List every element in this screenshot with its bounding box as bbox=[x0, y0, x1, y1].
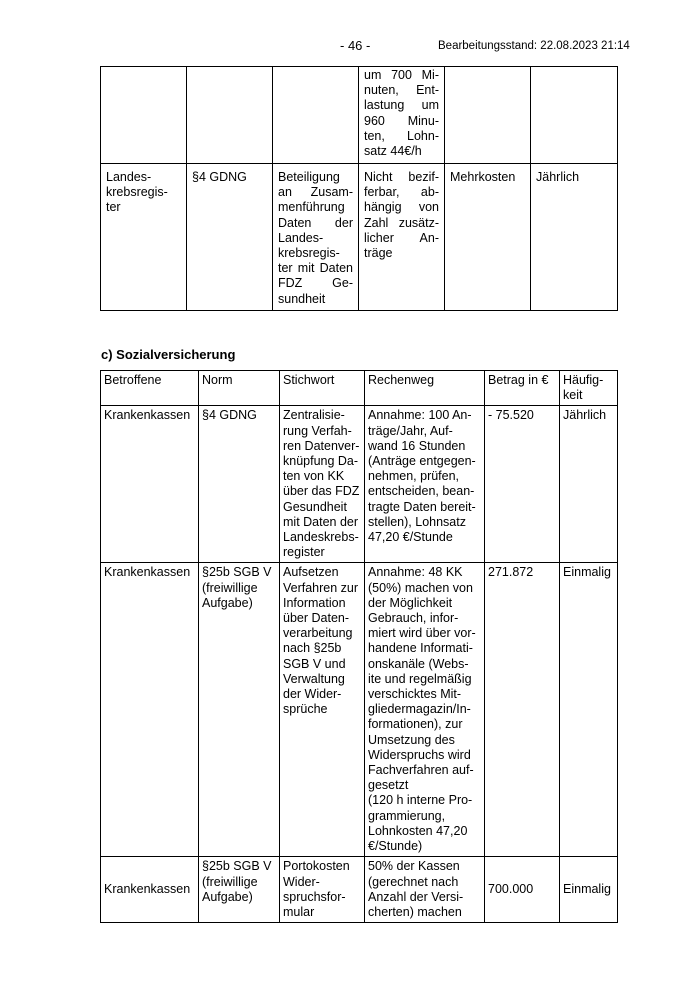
cell-text-line: Landes- bbox=[106, 170, 152, 184]
cell-text-line: satz 44€/h bbox=[364, 144, 422, 159]
cell-haeufigkeit bbox=[531, 67, 618, 164]
cell-text-line: miert wird über vor- bbox=[368, 626, 476, 641]
cell-text-line: Gebrauch, infor- bbox=[368, 611, 459, 626]
cell-text-line: Häufig- bbox=[563, 373, 604, 387]
cell-text-line: Zentralisie- bbox=[283, 408, 345, 423]
revision-status: Bearbeitungsstand: 22.08.2023 21:14 bbox=[438, 40, 630, 52]
cell-text-line: lastung um bbox=[364, 98, 439, 113]
cell-text-line: Beteiligung bbox=[278, 170, 340, 184]
cell-betroffene bbox=[101, 406, 199, 563]
cell-text-line: Einmalig bbox=[563, 565, 611, 580]
header-betroffene bbox=[101, 371, 199, 406]
cell-stichwort bbox=[273, 164, 359, 311]
cell-text-line: hängig von bbox=[364, 200, 439, 215]
cell-text-line: mit Daten der bbox=[283, 514, 359, 529]
cell-betroffene bbox=[101, 563, 199, 857]
cell-betrag bbox=[445, 67, 531, 164]
cell-norm bbox=[199, 406, 280, 563]
cell-text-line: Annahme: 48 KK bbox=[368, 565, 463, 580]
cell-text-line: krebsregis- bbox=[106, 185, 168, 200]
cell-text-line: Jährlich bbox=[563, 408, 607, 423]
cell-text-line: Landeskrebs- bbox=[283, 530, 359, 545]
cell-text-line: (50%) machen von bbox=[368, 580, 473, 595]
cell-text-line: (gerechnet nach bbox=[368, 874, 459, 889]
cell-text-line: (freiwillige bbox=[202, 874, 258, 889]
cell-text-line: Verwaltung bbox=[283, 671, 345, 686]
cell-betroffene bbox=[101, 67, 187, 164]
cell-text-line: licher An- bbox=[364, 230, 439, 245]
header-stichwort bbox=[280, 371, 365, 406]
cell-text-line: menführung bbox=[278, 200, 345, 215]
cell-text-line: über das FDZ bbox=[283, 484, 360, 499]
cell-text-line: mular bbox=[283, 904, 315, 919]
cell-text-line: Zahl zusätz- bbox=[364, 215, 439, 230]
header-norm bbox=[199, 371, 280, 406]
cell-text-line: gliedermagazin/In- bbox=[368, 702, 471, 717]
cell-text-line: Betroffene bbox=[104, 373, 162, 387]
header-betrag bbox=[485, 371, 560, 406]
cell-text-line: onskanäle (Webs- bbox=[368, 656, 469, 671]
cell-text-line: grammierung, bbox=[368, 808, 446, 823]
cell-text-line: 50% der Kassen bbox=[368, 859, 460, 874]
cell-text-line: knüpfung Da- bbox=[283, 454, 359, 469]
cell-text-line: sundheit bbox=[278, 291, 326, 306]
cell-norm bbox=[199, 857, 280, 923]
cell-text-line: (freiwillige bbox=[202, 580, 258, 595]
cell-text-line: Stichwort bbox=[283, 373, 335, 387]
cell-text-line: formationen), zur bbox=[368, 717, 463, 732]
cell-text-line: (Anträge entgegen- bbox=[368, 454, 476, 469]
cell-text-line: über Daten- bbox=[283, 611, 350, 626]
cell-stichwort bbox=[280, 857, 365, 923]
cell-text-line: tragte Daten bereit- bbox=[368, 499, 476, 514]
cell-text-line: Annahme: 100 An- bbox=[368, 408, 472, 423]
cell-text-line: ten, Lohn- bbox=[364, 128, 439, 143]
cell-rechenweg bbox=[365, 563, 485, 857]
cell-text-line: Daten der bbox=[278, 215, 353, 230]
cell-norm bbox=[187, 67, 273, 164]
cell-text-line: 47,20 €/Stunde bbox=[368, 530, 453, 545]
cost-table-continued bbox=[100, 66, 618, 311]
cell-text-line: §25b SGB V bbox=[202, 859, 272, 874]
cell-text-line: Umsetzung des bbox=[368, 732, 455, 747]
cell-text-line: ferbar, ab- bbox=[364, 185, 439, 200]
cell-text-line: Einmalig bbox=[563, 882, 611, 897]
table-header-row bbox=[101, 371, 618, 406]
cell-text-line: ter mit Daten bbox=[278, 261, 353, 276]
cell-text-line: FDZ Ge- bbox=[278, 276, 353, 291]
cell-text-line: SGB V und bbox=[283, 656, 346, 671]
cell-text-line: träge/Jahr, Auf- bbox=[368, 423, 453, 438]
cell-text-line: Gesundheit bbox=[283, 499, 347, 514]
cell-text-line: Rechenweg bbox=[368, 373, 435, 387]
cell-text-line: ite und regelmäßig bbox=[368, 671, 472, 686]
cell-text-line: wand 16 Stunden bbox=[368, 438, 466, 453]
cell-text-line: Information bbox=[283, 595, 346, 610]
cell-text-line: ten von KK bbox=[283, 469, 345, 484]
cell-betroffene bbox=[101, 857, 199, 923]
cell-norm bbox=[199, 563, 280, 857]
cell-text-line: Anzahl der Versi- bbox=[368, 889, 464, 904]
table-row bbox=[101, 857, 618, 923]
cell-text-line: Lohnkosten 47,20 bbox=[368, 823, 468, 838]
cell-betrag bbox=[485, 857, 560, 923]
cell-text-line: krebsregis- bbox=[278, 246, 340, 261]
cell-text-line: 700.000 bbox=[488, 882, 534, 897]
cell-text-line: rung Verfah- bbox=[283, 423, 352, 438]
cell-rechenweg bbox=[365, 857, 485, 923]
cell-norm bbox=[187, 164, 273, 311]
cell-text-line: Mehrkosten bbox=[450, 170, 516, 184]
cell-betrag bbox=[485, 406, 560, 563]
cell-text-line: Portokosten bbox=[283, 859, 350, 874]
cell-text-line: §4 GDNG bbox=[202, 408, 257, 423]
section-heading: c) Sozialversicherung bbox=[101, 347, 236, 362]
cell-text-line: sprüche bbox=[283, 702, 328, 717]
cell-text-line: handene Informati- bbox=[368, 641, 473, 656]
cell-betrag bbox=[485, 563, 560, 857]
cell-text-line: ren Datenver- bbox=[283, 438, 360, 453]
cell-haeufigkeit bbox=[531, 164, 618, 311]
cell-text-line: Krankenkassen bbox=[104, 565, 191, 580]
cell-text-line: verschicktes Mit- bbox=[368, 687, 462, 702]
cell-text-line: Betrag in € bbox=[488, 373, 549, 387]
cell-text-line: keit bbox=[563, 388, 583, 403]
cell-text-line: (120 h interne Pro- bbox=[368, 793, 473, 808]
cell-text-line: 271.872 bbox=[488, 565, 534, 580]
cell-text-line: ter bbox=[106, 200, 121, 215]
cell-stichwort bbox=[273, 67, 359, 164]
header-rechenweg bbox=[365, 371, 485, 406]
cell-betrag bbox=[445, 164, 531, 311]
cell-betroffene bbox=[101, 164, 187, 311]
page-number: - 46 - bbox=[340, 38, 371, 53]
cell-text-line: gesetzt bbox=[368, 778, 409, 793]
table-row bbox=[101, 164, 618, 311]
cell-text-line: Aufgabe) bbox=[202, 889, 253, 904]
cell-text-line: entscheiden, bean- bbox=[368, 484, 475, 499]
cell-text-line: 960 Minu- bbox=[364, 113, 439, 128]
cell-text-line: Landes- bbox=[278, 230, 324, 245]
cell-text-line: spruchsfor- bbox=[283, 889, 346, 904]
cell-text-line: Fachverfahren auf- bbox=[368, 763, 474, 778]
cell-text-line: an Zusam- bbox=[278, 185, 353, 200]
cell-text-line: - 75.520 bbox=[488, 408, 534, 423]
cell-text-line: Krankenkassen bbox=[104, 408, 191, 423]
cell-text-line: §25b SGB V bbox=[202, 565, 272, 580]
cell-text-line: stellen), Lohnsatz bbox=[368, 514, 466, 529]
cell-text-line: Jährlich bbox=[536, 170, 580, 184]
cell-text-line: der Wider- bbox=[283, 687, 342, 702]
cell-stichwort bbox=[280, 406, 365, 563]
cell-text-line: nach §25b bbox=[283, 641, 342, 656]
cell-text-line: Aufsetzen bbox=[283, 565, 339, 580]
cell-text-line: Verfahren zur bbox=[283, 580, 359, 595]
cell-text-line: Wider- bbox=[283, 874, 320, 889]
cell-text-line: Widerspruchs wird bbox=[368, 747, 471, 762]
cell-rechenweg bbox=[359, 164, 445, 311]
cell-rechenweg bbox=[359, 67, 445, 164]
header-haeufigkeit bbox=[560, 371, 618, 406]
cell-text-line: €/Stunde) bbox=[368, 839, 423, 854]
table-row bbox=[101, 406, 618, 563]
cell-text-line: nuten, Ent- bbox=[364, 83, 439, 98]
social-insurance-table bbox=[100, 370, 618, 923]
cell-haeufigkeit bbox=[560, 857, 618, 923]
cell-rechenweg bbox=[365, 406, 485, 563]
cell-haeufigkeit bbox=[560, 406, 618, 563]
cell-stichwort bbox=[280, 563, 365, 857]
cell-text-line: verarbeitung bbox=[283, 626, 353, 641]
cell-text-line: Aufgabe) bbox=[202, 595, 253, 610]
cell-text-line: um 700 Mi- bbox=[364, 68, 439, 82]
cell-text-line: Norm bbox=[202, 373, 233, 387]
table-row bbox=[101, 67, 618, 164]
cell-text-line: §4 GDNG bbox=[192, 170, 247, 184]
cell-text-line: träge bbox=[364, 246, 393, 261]
cell-text-line: Krankenkassen bbox=[104, 882, 191, 897]
cell-text-line: Nicht bezif- bbox=[364, 170, 439, 184]
cell-haeufigkeit bbox=[560, 563, 618, 857]
cell-text-line: nehmen, prüfen, bbox=[368, 469, 460, 484]
cell-text-line: register bbox=[283, 545, 325, 560]
cell-text-line: der Möglichkeit bbox=[368, 595, 453, 610]
cell-text-line: cherten) machen bbox=[368, 904, 462, 919]
table-row bbox=[101, 563, 618, 857]
